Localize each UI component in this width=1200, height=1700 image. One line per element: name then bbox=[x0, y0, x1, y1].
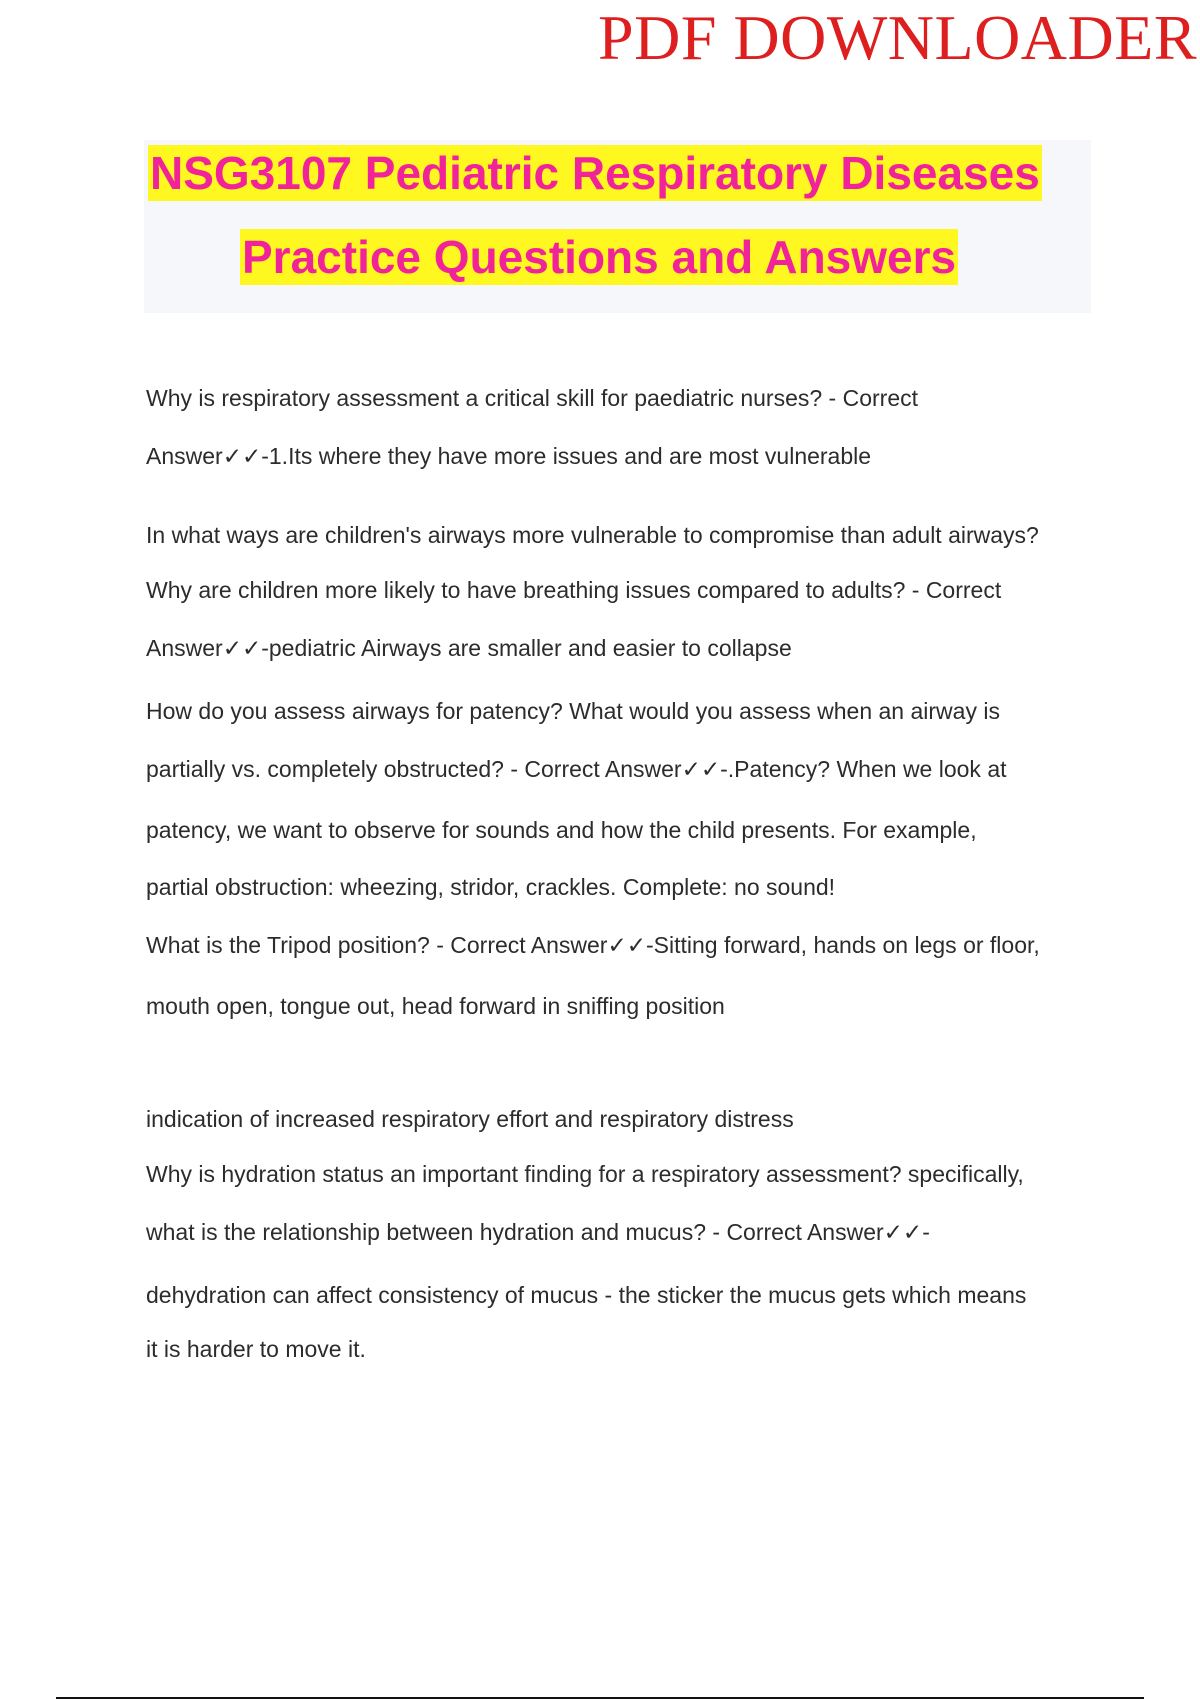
qa-line: What is the Tripod position? - Correct Answer✓✓-Sitting forward, hands on legs or floor, bbox=[146, 932, 1040, 958]
document-title-line-1: NSG3107 Pediatric Respiratory Diseases bbox=[150, 147, 1040, 199]
qa-line: In what ways are children's airways more vulnerable to compromise than adult airways? bbox=[146, 522, 1039, 548]
qa-line: indication of increased respiratory effort and respiratory distress bbox=[146, 1106, 794, 1132]
qa-line: dehydration can affect consistency of mucus - the sticker the mucus gets which means bbox=[146, 1282, 1027, 1308]
qa-line: mouth open, tongue out, head forward in sniffing position bbox=[146, 993, 725, 1019]
qa-line: patency, we want to observe for sounds and how the child presents. For example, bbox=[146, 817, 977, 843]
footer-rule bbox=[56, 1697, 1144, 1699]
document-title-line-2: Practice Questions and Answers bbox=[242, 231, 957, 283]
qa-line: what is the relationship between hydration and mucus? - Correct Answer✓✓- bbox=[146, 1219, 930, 1245]
qa-line: Answer✓✓-1.Its where they have more issues and are most vulnerable bbox=[146, 443, 872, 469]
qa-line: Why are children more likely to have breathing issues compared to adults? - Correct bbox=[146, 577, 1002, 603]
qa-line: it is harder to move it. bbox=[146, 1336, 366, 1362]
qa-line: partially vs. completely obstructed? - Correct Answer✓✓-.Patency? When we look at bbox=[146, 756, 1007, 782]
qa-line: Why is respiratory assessment a critical skill for paediatric nurses? - Correct bbox=[146, 385, 919, 411]
qa-line: How do you assess airways for patency? What would you assess when an airway is bbox=[146, 698, 1000, 724]
qa-line: partial obstruction: wheezing, stridor, crackles. Complete: no sound! bbox=[146, 874, 836, 900]
qa-line: Answer✓✓-pediatric Airways are smaller and easier to collapse bbox=[146, 635, 792, 661]
pdf-downloader-watermark: PDF DOWNLOADER bbox=[598, 2, 1197, 73]
qa-line: Why is hydration status an important finding for a respiratory assessment? specifically, bbox=[146, 1161, 1024, 1187]
